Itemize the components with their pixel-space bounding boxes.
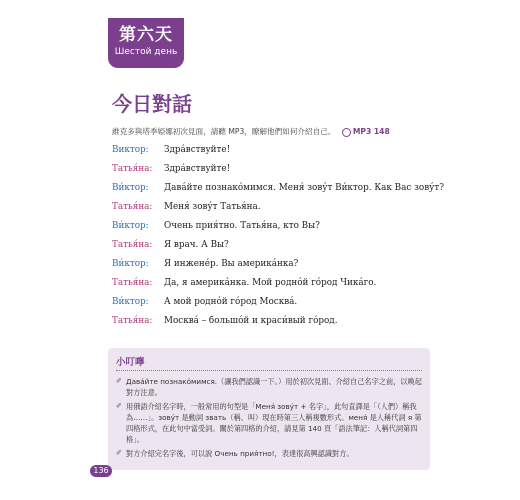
speaker-name: Татья́на: <box>112 277 153 288</box>
dialogue-line <box>112 292 432 311</box>
speaker-name: Виктор: <box>112 144 149 155</box>
dialogue-text: Дава́йте познако́мимся. Меня́ зову́т Ви́ктор. Как Вас зову́т? <box>164 182 444 193</box>
dialogue-text: Я врач. А Вы? <box>164 239 229 250</box>
day-title: 第六天 <box>119 25 173 45</box>
mp3-label: MP3 148 <box>352 127 390 136</box>
tip-box <box>108 348 430 470</box>
dialogue-text: Меня́ зову́т Татья́на. <box>164 201 261 212</box>
dialogue-text: Здра́вствуйте! <box>164 163 231 174</box>
tip-title: 小叮嚀 <box>116 357 145 368</box>
tip-item <box>116 448 422 459</box>
intro-text: 維克多與塔季婭娜初次見面，請聽 MP3，瞭解他們如何介紹自己。 <box>112 127 336 136</box>
tip-text: Дава́йте познако́мимся.（讓我們認識一下。）用於初次見面、介紹自己名字之前，以喚起對方注意。 <box>126 377 422 397</box>
pencil-icon: ✐ <box>116 377 122 385</box>
pencil-icon: ✐ <box>116 402 122 410</box>
speaker-name: Ви́ктор: <box>112 258 149 269</box>
dialogue-line <box>112 178 444 197</box>
dialogue-line <box>112 159 432 178</box>
dialogue-text: Москва́ – большо́й и краси́вый го́род. <box>164 315 338 326</box>
page-number: 136 <box>90 465 112 477</box>
dialogue-line <box>112 197 432 216</box>
dialogue-line <box>112 273 432 292</box>
speaker-name: Татья́на: <box>112 239 153 250</box>
speaker-name: Ви́ктор: <box>112 296 149 307</box>
dialogue <box>112 140 444 330</box>
tip-text: 對方介紹完名字後，可以說 Очень прия́тно!，表達很高興認識對方。 <box>126 449 354 458</box>
dialogue-line <box>112 254 432 273</box>
dialogue-text: Я инжене́р. Вы америка́нка? <box>164 258 299 269</box>
speaker-name: Татья́на: <box>112 163 153 174</box>
intro-line <box>112 126 432 137</box>
speaker-name: Татья́на: <box>112 315 153 326</box>
section-title: 今日對話 <box>112 92 192 116</box>
dialogue-text: Здра́вствуйте! <box>164 144 231 155</box>
pencil-icon: ✐ <box>116 449 122 457</box>
speaker-name: Ви́ктор: <box>112 220 149 231</box>
tip-item <box>116 401 422 445</box>
dialogue-text: А мой родно́й го́род Москва́. <box>164 296 298 307</box>
tip-list <box>116 376 422 462</box>
mp3-label-wrapper[interactable] <box>342 127 390 136</box>
speaker-name: Ви́ктор: <box>112 182 149 193</box>
tip-divider <box>116 370 422 371</box>
dialogue-line <box>112 311 432 330</box>
dialogue-line <box>112 140 432 159</box>
day-tab <box>108 18 184 68</box>
dialogue-line <box>112 216 432 235</box>
day-subtitle: Шестой день <box>114 47 178 57</box>
dialogue-text: Очень прия́тно. Татья́на, кто Вы? <box>164 220 320 231</box>
headphones-icon <box>342 128 351 137</box>
textbook-page <box>90 18 444 488</box>
dialogue-text: Да, я америка́нка. Мой родно́й го́род Чика́го. <box>164 277 377 288</box>
tip-item <box>116 376 422 398</box>
dialogue-line <box>112 235 432 254</box>
speaker-name: Татья́на: <box>112 201 153 212</box>
tip-text: 用俄語介紹名字時，一般常用的句型是「Меня́ зову́т + 名字」，此句直譯是「（人們）稱我為……」。зову́т 是動詞 звать（稱、叫）現在時第三人稱複數形式。меня́ 是人稱代詞 я 第四格形式，在此句中當受詞。關於第四格的介紹，請見第 140 頁「語法筆記：人稱代詞第四格」。 <box>126 402 422 444</box>
